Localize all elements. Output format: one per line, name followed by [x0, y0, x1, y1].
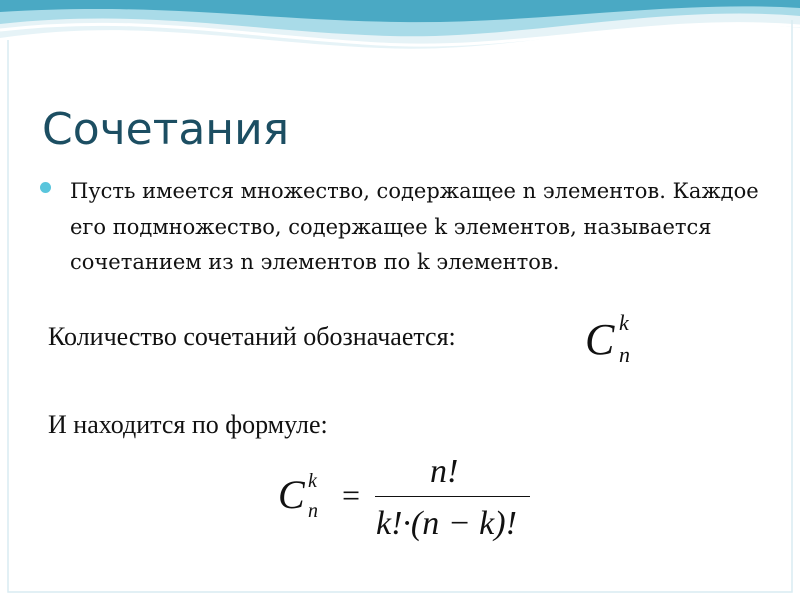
combination-formula	[270, 455, 570, 555]
symbol-base: C	[585, 315, 615, 364]
equals-sign: =	[342, 477, 361, 513]
symbol-sup: k	[619, 310, 629, 335]
bullet-text: Пусть имеется множество, содержащее n элементов. Каждое его подмножество, содержащее k элементов, называется сочетанием из n элементов по k элементов.	[70, 179, 759, 274]
combination-symbol	[585, 312, 655, 372]
bullet-icon	[40, 182, 51, 193]
formula-numerator: n!	[430, 453, 459, 490]
formula-text: И находится по формуле:	[48, 410, 328, 439]
fraction-bar	[375, 496, 530, 497]
formula-symbol-sup: k	[308, 470, 317, 492]
formula-symbol-base: C	[278, 472, 305, 517]
symbol-sub: n	[619, 342, 630, 367]
formula-symbol-sub: n	[308, 500, 318, 522]
notation-text: Количество сочетаний обозначается:	[48, 322, 456, 351]
slide-title: Сочетания	[42, 104, 290, 155]
formula-denominator: k!·(n − k)!	[376, 505, 517, 542]
decorative-wave-header	[0, 0, 800, 80]
